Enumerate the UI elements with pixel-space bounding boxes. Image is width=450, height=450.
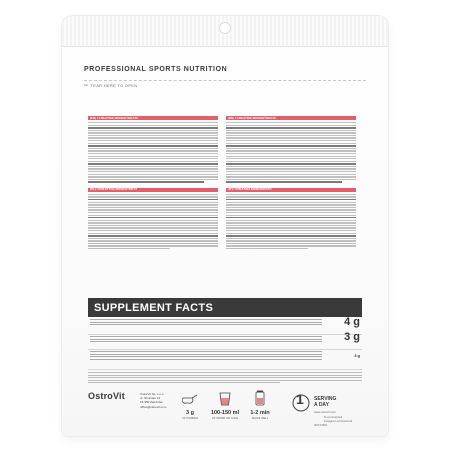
text-line: [88, 199, 218, 200]
text-line: [88, 225, 218, 226]
text-line: [226, 243, 356, 244]
product-pouch: [62, 16, 388, 436]
text-line: [88, 143, 218, 144]
section-header: [88, 116, 218, 120]
instagram-text: instagram.com/ostrovit: [324, 419, 353, 423]
ingredients-text: [88, 372, 362, 384]
label-column-right: [226, 116, 356, 255]
text-line: [88, 212, 218, 213]
lot-code: IEP16AB01: [314, 424, 328, 427]
text-line: [88, 204, 218, 205]
dose-value: 3 g: [344, 331, 360, 343]
text-line: [88, 240, 218, 241]
facebook-text: fb.com/ostrovit: [324, 415, 343, 419]
scissors-icon: ✂: [84, 83, 89, 89]
text-line: [226, 132, 356, 133]
text-line: [88, 235, 218, 236]
text-line: [226, 125, 356, 126]
address-line: OstroVit Sp. z o.o.: [140, 392, 165, 396]
label-footer: [88, 388, 362, 428]
text-line: [226, 235, 356, 236]
text-line: [226, 202, 356, 203]
text-line: [88, 238, 218, 239]
text-line: [88, 227, 218, 228]
text-line: [226, 171, 356, 172]
step-shake-value: 1-2 min: [250, 410, 270, 416]
text-line: [88, 233, 218, 234]
step-scoop-value: 3 g: [186, 410, 194, 416]
serving-text: [314, 396, 336, 408]
text-line: [226, 150, 356, 151]
text-line: [226, 163, 356, 164]
text-line: [226, 130, 356, 131]
text-line: [88, 163, 218, 164]
supplement-facts-header: [88, 298, 362, 317]
text-line: [226, 127, 356, 128]
text-line: [226, 174, 356, 175]
text-line: [88, 207, 218, 208]
section-title: (DE) I CREATINE MONOHYDRATE: [228, 115, 277, 120]
text-line: [226, 215, 356, 216]
text-line: [226, 158, 356, 159]
text-line: [226, 122, 356, 123]
step-shake-sub: SHAKE WELL: [251, 417, 269, 420]
text-line: [226, 204, 356, 205]
brand-line: PROFESSIONAL SPORTS NUTRITION: [84, 66, 228, 73]
text-line: [88, 166, 218, 167]
text-line: [226, 156, 356, 157]
address-line: ul. Strumian 13: [140, 396, 161, 401]
scoop-icon: [182, 394, 198, 404]
text-line: [88, 156, 218, 157]
tear-label-text: TEAR HERE TO OPEN: [90, 83, 138, 88]
text-line: [88, 132, 218, 133]
section-header: [88, 188, 218, 192]
text-line: [88, 202, 218, 203]
text-line: [88, 153, 218, 154]
text-line: [226, 238, 356, 239]
text-line: [226, 168, 356, 169]
tear-label: [84, 83, 137, 89]
text-line: [226, 248, 308, 249]
text-line: [226, 161, 356, 162]
text-line: [88, 145, 218, 146]
glass-icon: [218, 392, 232, 406]
section-header: [226, 116, 356, 120]
text-line: [226, 179, 356, 180]
text-line: [88, 135, 218, 136]
brand-logo-text: OstroVit: [88, 391, 125, 401]
hang-hole: [219, 22, 231, 34]
text-line: [226, 222, 356, 223]
text-line: [88, 176, 218, 177]
supplement-facts-table: [88, 318, 362, 370]
text-line: [226, 181, 342, 182]
text-line: [88, 137, 218, 138]
text-line: [226, 220, 356, 221]
text-line: [88, 248, 170, 249]
text-line: [88, 181, 204, 182]
address-line: 15-350 Zambrów: [140, 400, 163, 405]
tear-line: [84, 80, 366, 81]
website-text: www.ostrovit.com: [314, 410, 336, 414]
text-line: [88, 217, 218, 218]
label-text-area: [88, 116, 362, 288]
text-line: [88, 127, 218, 128]
text-line: [88, 245, 218, 246]
text-line: [88, 209, 218, 210]
serving-line: A DAY: [314, 402, 329, 408]
text-line: [226, 217, 356, 218]
text-line: [88, 230, 218, 231]
text-line: [226, 230, 356, 231]
step-water-value: 100-150 ml: [210, 410, 240, 416]
text-line: [226, 245, 356, 246]
facts-row: [88, 318, 362, 335]
text-line: [88, 222, 218, 223]
text-line: [88, 196, 218, 197]
shaker-icon: [252, 390, 268, 406]
section-header: [226, 188, 356, 192]
text-line: [226, 212, 356, 213]
text-line: [226, 240, 356, 241]
text-line: [88, 122, 218, 123]
text-line: [88, 168, 218, 169]
serving-count: 1: [296, 391, 304, 407]
text-line: [226, 135, 356, 136]
dose-value: 4 g: [344, 316, 360, 328]
text-line: [226, 145, 356, 146]
dose-value: 3 g: [354, 353, 360, 358]
text-line: [88, 161, 218, 162]
text-line: [88, 140, 218, 141]
text-line: [226, 227, 356, 228]
text-line: [226, 225, 356, 226]
text-line: [226, 233, 356, 234]
serving-line: SERVING: [314, 396, 337, 402]
text-line: [88, 215, 218, 216]
text-line: [226, 209, 356, 210]
text-line: [226, 143, 356, 144]
text-line: [226, 199, 356, 200]
facts-row: [88, 331, 362, 350]
text-line: [226, 194, 356, 195]
text-line: [88, 174, 218, 175]
facts-row: [88, 350, 362, 370]
text-line: [226, 207, 356, 208]
text-line: [88, 148, 218, 149]
text-line: [88, 194, 218, 195]
manufacturer-address: [140, 392, 166, 409]
supplement-facts-title: SUPPLEMENT FACTS: [94, 302, 214, 314]
text-line: [226, 137, 356, 138]
step-water-sub: OF WATER OR JUICE: [211, 417, 239, 420]
text-line: [88, 150, 218, 151]
text-line: [226, 148, 356, 149]
text-line: [226, 166, 356, 167]
address-line: office@ostrovit.com: [140, 404, 167, 409]
text-line: [88, 125, 218, 126]
text-line: [88, 220, 218, 221]
text-line: [88, 130, 218, 131]
section-title: (PL) I KREATYNA MONOHYDRAT: [90, 187, 138, 192]
step-scoop-sub: OF POWDER: [182, 417, 198, 420]
text-line: [226, 176, 356, 177]
text-line: [226, 196, 356, 197]
text-line: [226, 140, 356, 141]
label-column-left: [88, 116, 218, 255]
text-line: [88, 158, 218, 159]
text-line: [88, 243, 218, 244]
text-line: [88, 179, 218, 180]
text-line: [88, 171, 218, 172]
text-line: [226, 153, 356, 154]
section-title: (EN) I CREATINE MONOHYDRATE: [90, 115, 139, 120]
section-title: (IT) I CREATINA MONOIDRATO: [228, 187, 272, 192]
brand-logo: [88, 391, 125, 401]
